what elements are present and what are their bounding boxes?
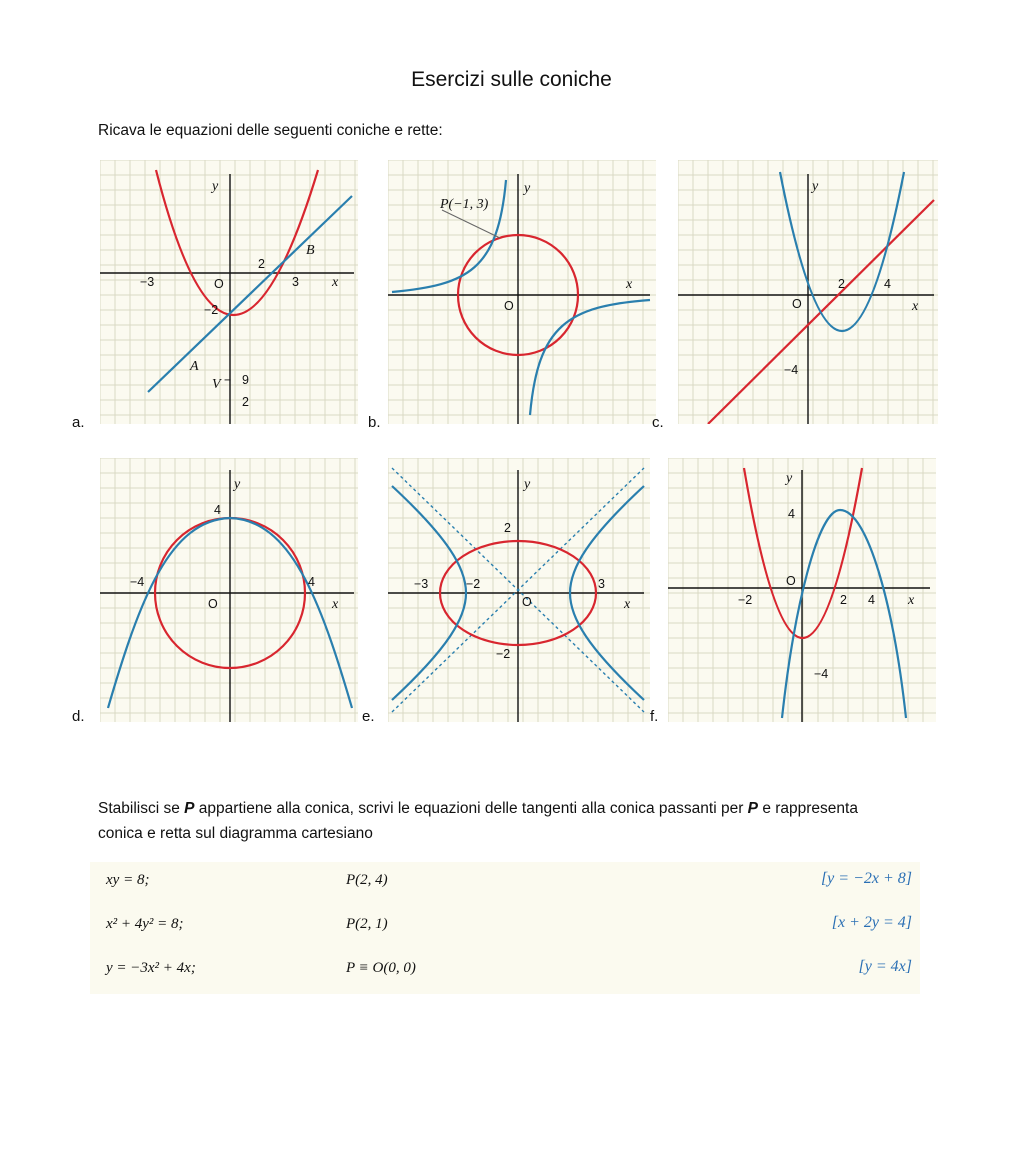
- tick-label: 4: [884, 277, 891, 291]
- origin-label: O: [208, 597, 218, 611]
- exercise-answer: [y = 4x]: [858, 958, 912, 975]
- tick-label: −4: [784, 363, 799, 377]
- exercise-answer: [x + 2y = 4]: [831, 914, 912, 931]
- exercise-row: [90, 950, 920, 994]
- x-label: x: [908, 593, 915, 608]
- x-label: x: [624, 597, 631, 612]
- tick-label: 3: [292, 275, 299, 289]
- figure-d: [100, 458, 358, 722]
- exercise-equation: y = −3x² + 4x;: [106, 960, 196, 976]
- exercise-point: P ≡ O(0, 0): [346, 960, 416, 976]
- tick-label: 4: [214, 503, 221, 517]
- exercise-answer: [y = −2x + 8]: [820, 870, 912, 887]
- figure-a-plot: [100, 160, 358, 424]
- figure-f-plot: [668, 458, 936, 722]
- figure-b-plot: [388, 160, 656, 424]
- exercise-point: P(2, 1): [346, 916, 388, 932]
- figure-c: [678, 160, 938, 424]
- figure-c-label: c.: [652, 414, 664, 431]
- tick-label: −4: [814, 667, 829, 681]
- point-symbol: P: [184, 800, 195, 817]
- y-label: y: [786, 471, 793, 486]
- figure-e: [388, 458, 650, 722]
- exercise-point: P(2, 4): [346, 872, 388, 888]
- exercise-list: [90, 862, 920, 994]
- parabola-curve-downward: [782, 510, 906, 718]
- x-label: x: [626, 277, 633, 292]
- instruction-text: Stabilisci se: [98, 800, 185, 817]
- tick-label: 4: [788, 507, 795, 521]
- exercise-row: [90, 906, 920, 950]
- origin-label: O: [786, 574, 796, 588]
- figure-a: [100, 160, 358, 424]
- origin-label: O: [214, 277, 224, 291]
- tick-label: −2: [738, 593, 753, 607]
- y-label: y: [524, 477, 531, 492]
- tick-label: 9: [242, 373, 249, 387]
- x-label: x: [332, 597, 339, 612]
- tick-label: −2: [204, 303, 219, 317]
- tick-label: −4: [130, 575, 145, 589]
- tick-label: 4: [868, 593, 875, 607]
- figure-a-label: a.: [72, 414, 85, 431]
- y-label: y: [812, 179, 819, 194]
- tick-label: −2: [496, 647, 511, 661]
- figure-c-plot: [678, 160, 938, 424]
- figure-e-plot: [388, 458, 650, 722]
- x-label: x: [332, 275, 339, 290]
- exercise-instructions: [98, 796, 898, 846]
- figure-f: [668, 458, 936, 722]
- figure-d-label: d.: [72, 708, 85, 725]
- tick-label: 2: [258, 257, 265, 271]
- figure-f-label: f.: [650, 708, 659, 725]
- tick-label: 2: [504, 521, 511, 535]
- tick-label: 3: [598, 577, 605, 591]
- x-label: x: [912, 299, 919, 314]
- tick-label: −3: [140, 275, 155, 289]
- y-label: y: [524, 181, 531, 196]
- vertex-label: V: [212, 377, 221, 392]
- point-b-label: B: [306, 243, 315, 258]
- y-label: y: [212, 179, 219, 194]
- origin-label: O: [504, 299, 514, 313]
- origin-label: O: [522, 595, 532, 609]
- parabola-curve: [156, 170, 318, 315]
- figure-b-label: b.: [368, 414, 381, 431]
- hyperbola-branch-lower: [530, 300, 650, 415]
- tick-label: −2: [466, 577, 481, 591]
- exercise-equation: x² + 4y² = 8;: [106, 916, 184, 932]
- tick-label: 2: [242, 395, 249, 409]
- intro-text: Ricava le equazioni delle seguenti coniche e rette:: [98, 122, 443, 139]
- exercise-row: [90, 862, 920, 906]
- instruction-text: appartiene alla conica, scrivi le equazioni delle tangenti alla conica passanti per: [194, 800, 748, 817]
- tick-label: 2: [838, 277, 845, 291]
- point-a-label: A: [190, 359, 199, 374]
- figure-e-label: e.: [362, 708, 375, 725]
- point-p-label: P(−1, 3): [440, 197, 489, 212]
- tick-label: 4: [308, 575, 315, 589]
- figure-b: [388, 160, 656, 424]
- origin-label: O: [792, 297, 802, 311]
- y-label: y: [234, 477, 241, 492]
- point-symbol: P: [747, 800, 759, 817]
- tick-label: −3: [414, 577, 429, 591]
- exercise-equation: xy = 8;: [106, 872, 150, 888]
- pointer-line: [442, 210, 500, 238]
- tick-label: 2: [840, 593, 847, 607]
- instruction-text: e rappresenta conica e retta sul diagramma cartesiano: [98, 800, 858, 842]
- tick-label: −: [224, 373, 232, 387]
- figure-d-plot: [100, 458, 358, 722]
- page-title: Esercizi sulle coniche: [411, 68, 612, 91]
